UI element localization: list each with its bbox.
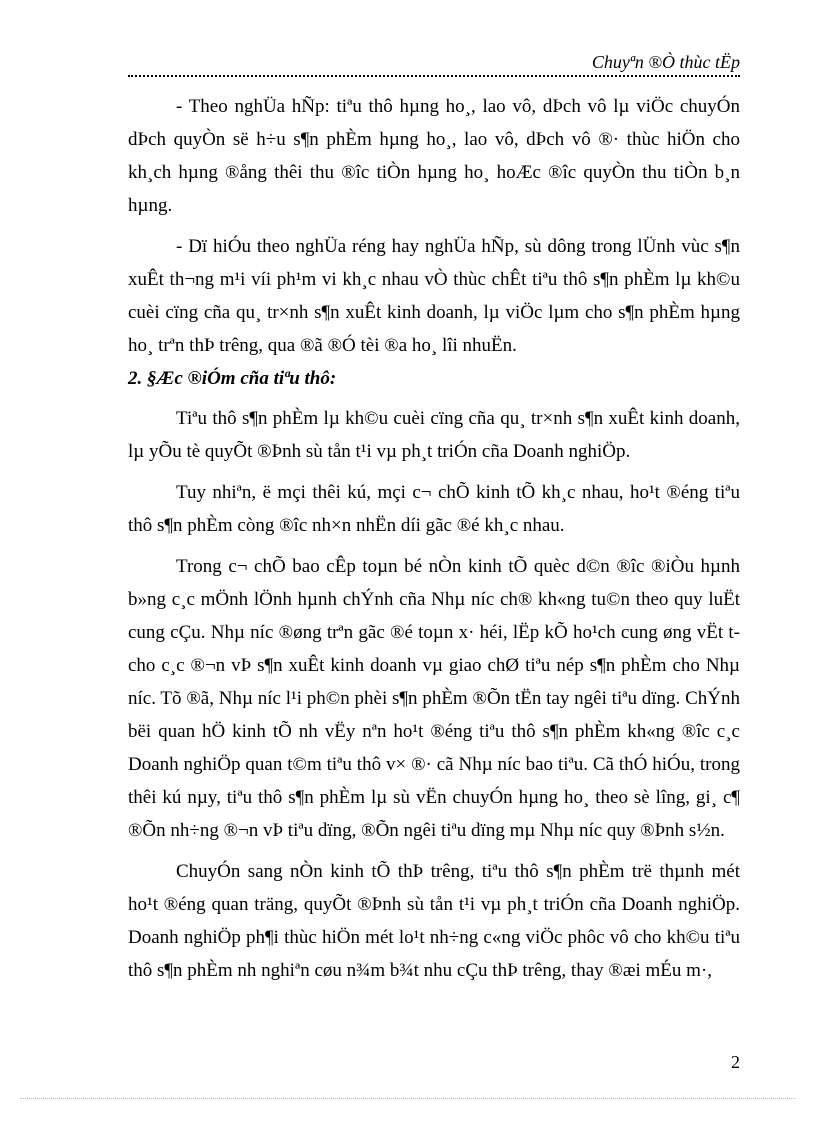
header-dotted-rule (128, 75, 740, 77)
footer-dotted-rule (20, 1098, 796, 1099)
paragraph-broad-and-narrow: - Dï hiÓu theo nghÜa réng hay nghÜa hÑp, sù dông trong lÜnh vùc s¶n xuÊt th¬ng m¹i víi ph¹m vi kh¸c nhau vÒ thùc chÊt tiªu thô s¶n phÈm lµ kh©u cuèi cïng cña qu¸ tr×nh s¶n xuÊt kinh doanh, lµ viÖc lµm cho s¶n phÈm hµng ho¸ trªn thÞ trêng, qua ®ã ®Ó tèi ®a ho¸ lîi nhuËn. (128, 236, 740, 356)
section-heading: 2. §Æc ®iÓm cña tiªu thô: (128, 368, 337, 389)
paragraph-narrow-definition: - Theo nghÜa hÑp: tiªu thô hµng ho¸, lao vô, dÞch vô lµ viÖc chuyÓn dÞch quyÒn së h÷u s¶n phÈm hµng ho¸, lao vô, dÞch vô ®· thùc hiÖn cho kh¸ch hµng ®ång thêi thu ®îc tiÒn hµng ho¸ hoÆc ®îc quyÒn thu tiÒn b¸n hµng. (128, 96, 740, 216)
page-number: 2 (731, 1052, 740, 1072)
running-header: Chuyªn ®Ò thùc tËp (591, 52, 740, 72)
paragraph-market-economy: ChuyÓn sang nÒn kinh tÕ thÞ trêng, tiªu thô s¶n phÈm trë thµnh mét ho¹t ®éng quan träng, quyÕt ®Þnh sù tån t¹i vµ ph¸t triÓn cña Doanh nghiÖp. Doanh nghiÖp ph¶i thùc hiÖn mét lo¹t nh÷ng c«ng viÖc phôc vô cho kh©u tiªu thô s¶n phÈm nh nghiªn cøu n¾m b¾t nhu cÇu thÞ trêng, thay ®æi mÉu m·, (128, 861, 740, 981)
paragraph-different-mechanisms: Tuy nhiªn, ë mçi thêi kú, mçi c¬ chÕ kinh tÕ kh¸c nhau, ho¹t ®éng tiªu thô s¶n phÈm còng ®îc nh×n nhËn díi gãc ®é kh¸c nhau. (128, 482, 740, 536)
body-text (128, 90, 740, 987)
paragraph-subsidy-mechanism: Trong c¬ chÕ bao cÊp toµn bé nÒn kinh tÕ quèc d©n ®îc ®iÒu hµnh b»ng c¸c mÖnh lÖnh hµnh chÝnh cña Nhµ níc ch® kh«ng tu©n theo quy luËt cung cÇu. Nhµ níc ®øng trªn gãc ®é toµn x· héi, lËp kÕ ho¹ch cung øng vËt t cho c¸c ®¬n vÞ s¶n xuÊt kinh doanh vµ giao chØ tiªu nép s¶n phÈm cho Nhµ níc. Tõ ®ã, Nhµ níc l¹i ph©n phèi s¶n phÈm ®Õn tËn tay ngêi tiªu dïng. ChÝnh bëi quan hÖ kinh tÕ nh vËy nªn ho¹t ®éng tiªu thô s¶n phÈm kh«ng ®îc c¸c Doanh nghiÖp quan t©m tiªu thô v× ®· cã Nhµ níc bao tiªu. Cã thÓ hiÓu, trong thêi kú nµy, tiªu thô s¶n phÈm lµ sù vËn chuyÓn hµng ho¸ theo sè lîng, gi¸ c¶ ®Õn nh÷ng ®¬n vÞ tiªu dïng, ®Õn ngêi tiªu dïng mµ Nhµ níc quy ®Þnh s½n. (128, 556, 740, 841)
paragraph-final-stage: Tiªu thô s¶n phÈm lµ kh©u cuèi cïng cña qu¸ tr×nh s¶n xuÊt kinh doanh, lµ yÕu tè quyÕt ®Þnh sù tån t¹i vµ ph¸t triÓn cña Doanh nghiÖp. (128, 408, 740, 462)
